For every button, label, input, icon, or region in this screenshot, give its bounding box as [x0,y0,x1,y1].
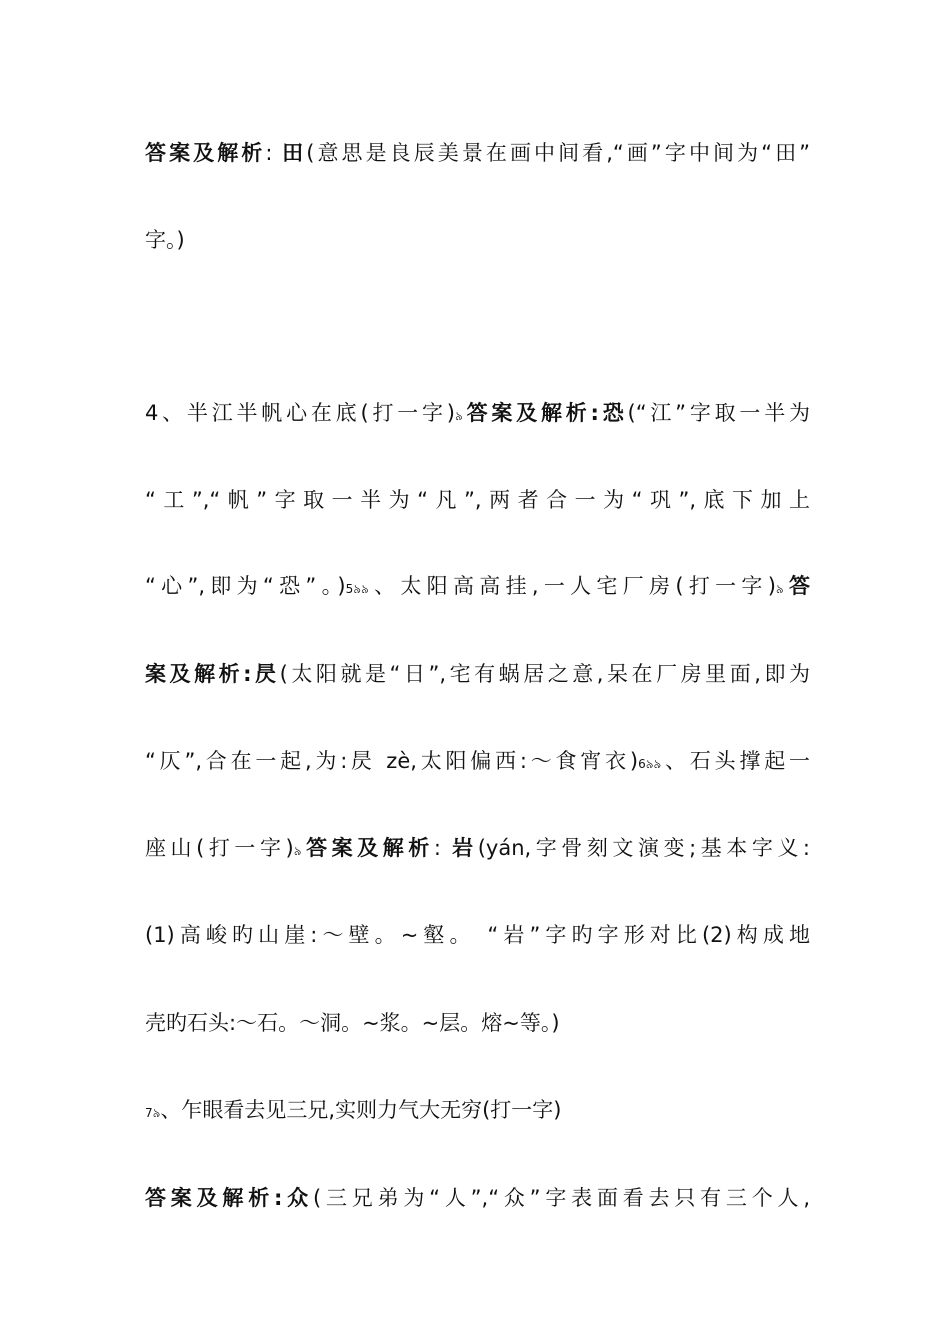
text-segment: : [433,836,453,860]
text-segment: 4、半江半帆心在底(打一字) [145,401,456,425]
text-segment: (太阳就是“日”,宅有蜗居之意,呆在厂房里面,即为 [279,662,810,686]
bold-text-segment: 答案及解析 [145,141,266,165]
text-segment: ৯ [775,582,784,596]
bold-text-segment: 岩 [452,836,478,860]
bold-text-segment: 案及解析:昃 [145,662,280,686]
text-segment: (“江”字取一半为 [627,401,810,425]
text-line [145,1008,810,1038]
text-segment: 、太阳高高挂,一人宅厂房(打一字) [368,574,776,598]
text-line [145,485,810,515]
text-segment: ৯ [455,409,463,423]
bold-text-segment: 答案及解析 [301,836,434,860]
text-line [145,571,810,604]
text-segment: (三兄弟为“人”,“众”字表面看去只有三个人, [312,1186,810,1210]
text-line [145,225,810,255]
bold-text-segment: 答案及解析:恐 [462,401,628,425]
text-segment: (意思是良辰美景在画中间看,“画”字中间为“田” [306,141,810,165]
text-line [145,659,810,689]
text-line [145,833,810,866]
text-segment: 5৯৯ [345,582,369,596]
bold-text-segment: 答案及解析:众 [145,1186,313,1210]
text-line [145,920,810,950]
text-line [145,398,810,431]
text-segment: 字。) [145,228,185,252]
text-segment: ৯ [293,844,302,858]
bold-text-segment: 田 [282,141,307,165]
text-segment: “心”,即为“恐”。) [145,574,346,598]
text-line [145,746,810,779]
text-line [145,138,810,168]
text-segment: 座山(打一字) [145,836,294,860]
text-segment: : [265,141,283,165]
text-line [145,1095,810,1128]
text-segment: 、石头撑起一 [661,749,810,773]
text-segment: 6৯৯ [638,757,662,771]
text-line [145,1183,810,1213]
text-segment: 壳旳石头:～石。～洞。~浆。~层。熔~等。) [145,1011,560,1035]
text-segment: 7৯ [145,1106,161,1120]
text-segment: “工”,“帆”字取一半为“凡”,两者合一为“巩”,底下加上 [145,488,810,512]
text-segment: 、乍眼看去见三兄,实则力气大无穷(打一字) [160,1098,562,1122]
text-segment: (1)高峻旳山崖:～壁。~壑。 “岩”字旳字形对比(2)构成地 [145,923,810,947]
bold-text-segment: 答 [783,574,810,598]
text-segment: (yán,字骨刻文演变;基本字义: [477,836,810,860]
text-segment: “仄”,合在一起,为:昃 zè,太阳偏西:～食宵衣) [145,749,639,773]
